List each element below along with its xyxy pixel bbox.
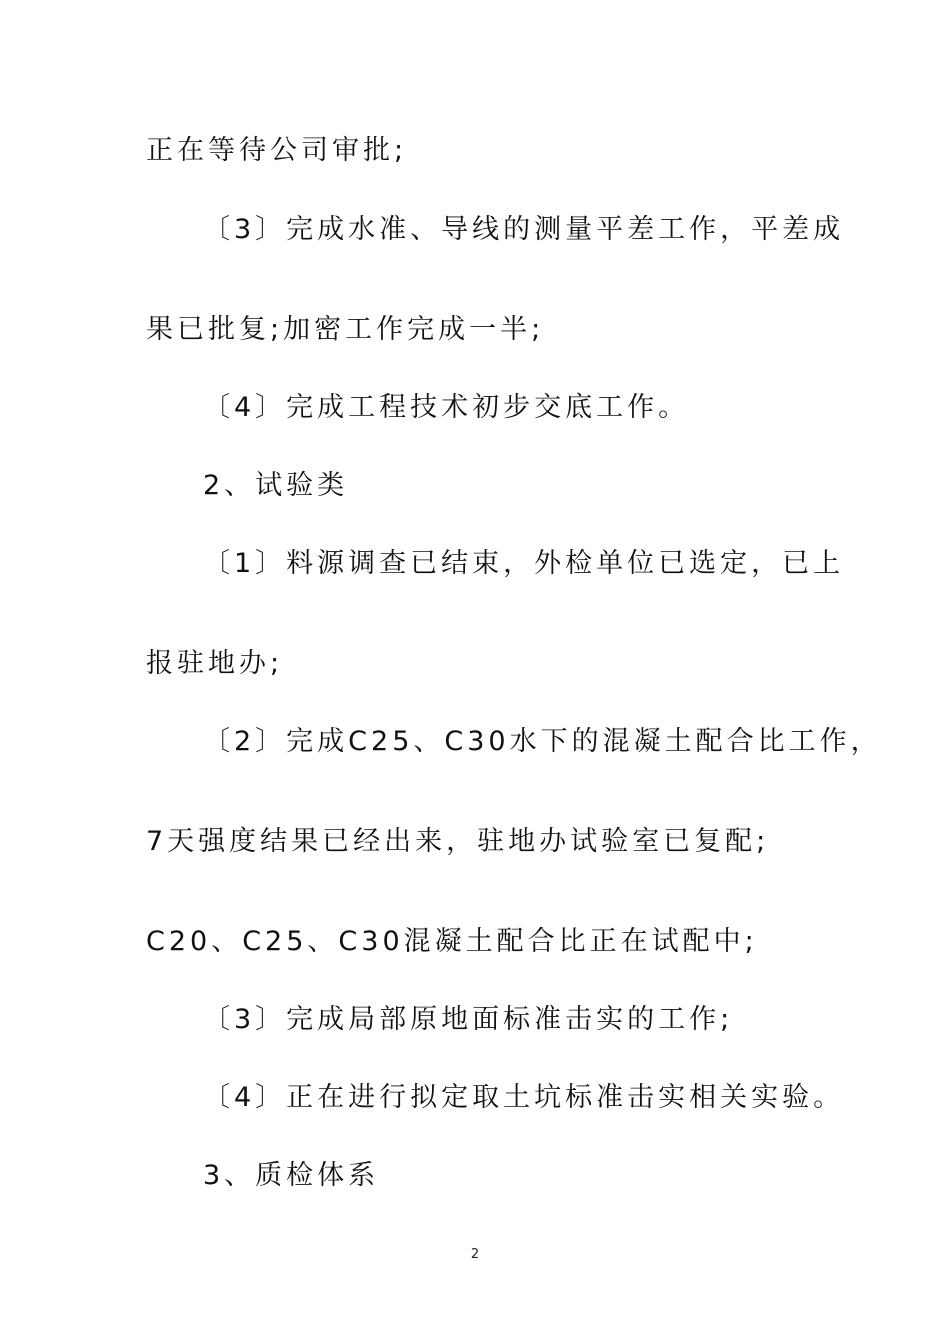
text-line-11: 〔3〕完成局部原地面标准击实的工作; [203,1004,734,1035]
text-line-4: 〔4〕完成工程技术初步交底工作。 [203,392,690,423]
text-line-8: 〔2〕完成C25、C30水下的混凝土配合比工作， [203,726,882,757]
section-heading-quality: 3、质检体系 [203,1160,380,1191]
text-line-3: 果已批复;加密工作完成一半; [146,314,545,345]
text-line-9: 7天强度结果已经出来，驻地办试验室已复配; [146,826,770,857]
page-number: 2 [470,1247,480,1262]
section-heading-testing: 2、试验类 [203,470,349,501]
text-line-2: 〔3〕完成水准、导线的测量平差工作，平差成 [203,214,845,245]
text-line-10: C20、C25、C30混凝土配合比正在试配中; [146,926,758,957]
text-line-6: 〔1〕料源调查已结束，外检单位已选定，已上 [203,548,845,579]
text-line-12: 〔4〕正在进行拟定取土坑标准击实相关实验。 [203,1082,845,1113]
text-line-7: 报驻地办; [146,648,284,679]
text-line-1: 正在等待公司审批; [146,135,408,166]
